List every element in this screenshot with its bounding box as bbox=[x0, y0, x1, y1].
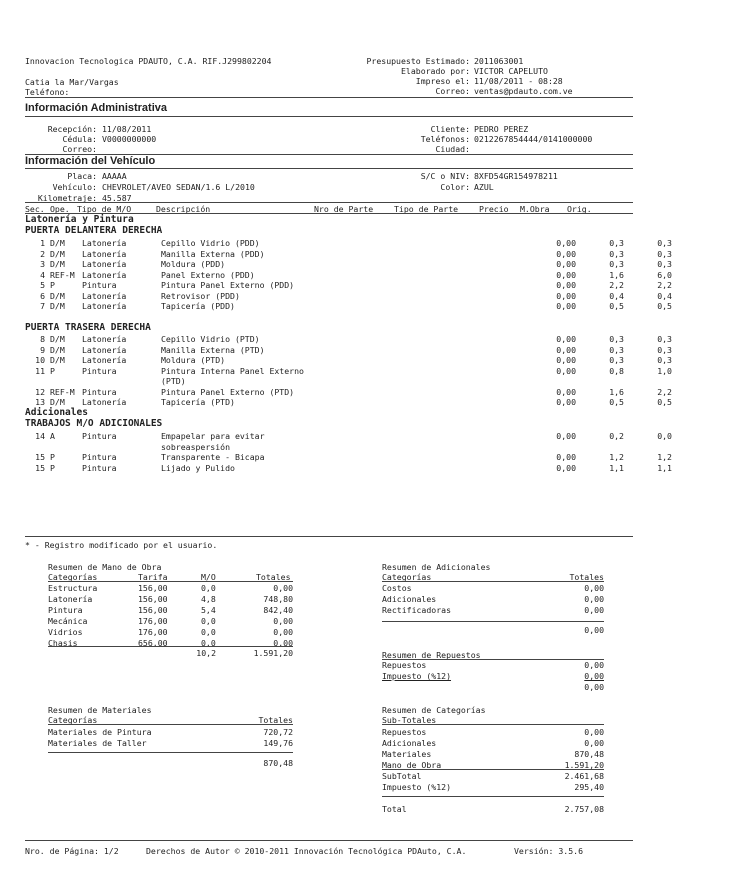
item-mobra: 0,5 bbox=[609, 301, 624, 311]
col-tipo: Tipo de M/O bbox=[77, 204, 132, 214]
item-desc: Transparente - Bicapa bbox=[161, 452, 265, 462]
item-desc: Tapicería (PDD) bbox=[161, 301, 235, 311]
recepcion-label: Recepción: bbox=[47, 124, 97, 134]
col-tipo-parte: Tipo de Parte bbox=[394, 204, 459, 214]
cat-total: 0,00 bbox=[584, 727, 604, 737]
km-value: 45.587 bbox=[102, 193, 132, 203]
item-precio: 0,00 bbox=[556, 301, 576, 311]
item-spacer bbox=[399, 301, 543, 312]
item-row bbox=[25, 463, 672, 474]
telefonos-value: 0212267854444/0141000000 bbox=[474, 134, 593, 144]
item-tipo: Latonería bbox=[82, 238, 127, 248]
item-sec: 15 bbox=[35, 462, 45, 473]
ad-title: Resumen de Adicionales bbox=[382, 562, 491, 572]
group-latoneria: Latonería y Pintura bbox=[25, 214, 134, 225]
vehiculo-label: Vehículo: bbox=[52, 182, 97, 192]
item-precio: 0,00 bbox=[556, 355, 576, 365]
item-ope: P bbox=[50, 452, 55, 462]
item-spacer bbox=[399, 259, 543, 270]
item-desc: Pintura Interna Panel Externo (PTD) bbox=[161, 365, 304, 386]
rep-imp-label: Impuesto (%12) bbox=[382, 671, 452, 681]
item-sec: 10 bbox=[35, 355, 45, 365]
cat-name: Adicionales bbox=[382, 738, 437, 748]
mo-h-cat: Categorías bbox=[48, 572, 98, 582]
item-precio: 0,00 bbox=[556, 386, 576, 397]
rep-label: Repuestos bbox=[382, 660, 427, 670]
item-sec: 8 bbox=[40, 334, 45, 344]
mo-tarifa: 176,00 bbox=[138, 627, 168, 637]
mo-cat: Estructura bbox=[48, 583, 98, 593]
item-precio: 0,00 bbox=[556, 431, 576, 441]
placa-value: AAAAA bbox=[102, 171, 127, 181]
mo-total: 842,40 bbox=[263, 605, 293, 615]
item-mobra: 0,3 bbox=[609, 248, 624, 259]
item-spacer bbox=[399, 249, 543, 260]
item-tipo: Latonería bbox=[82, 397, 127, 407]
item-spacer bbox=[399, 355, 543, 366]
footer-copyright: Derechos de Autor © 2010-2011 Innovación Tecnológica PDAuto, C.A. bbox=[146, 846, 467, 856]
item-orig: 0,3 bbox=[657, 344, 672, 355]
mat-cat: Materiales de Taller bbox=[48, 738, 147, 748]
cat-name: Materiales bbox=[382, 749, 432, 759]
items-table-adicionales bbox=[25, 431, 672, 473]
mat-title: Resumen de Materiales bbox=[48, 705, 152, 715]
rep-sum: 0,00 bbox=[584, 682, 604, 692]
divider bbox=[382, 769, 604, 770]
item-ope: D/M bbox=[50, 290, 65, 301]
item-mobra: 2,2 bbox=[609, 280, 624, 290]
cat-total: 1.591,20 bbox=[564, 760, 604, 770]
group-adicionales: Adicionales bbox=[25, 407, 88, 418]
item-spacer bbox=[399, 397, 543, 408]
item-sec: 5 bbox=[40, 280, 45, 290]
admin-title: Información Administrativa bbox=[25, 102, 168, 114]
group-trasera: PUERTA TRASERA DERECHA bbox=[25, 322, 151, 333]
subtotal-value: 2.461,68 bbox=[564, 771, 604, 781]
ad-h-total: Totales bbox=[569, 572, 604, 582]
item-mobra: 1,6 bbox=[609, 386, 624, 397]
item-tipo: Pintura bbox=[82, 386, 117, 397]
divider bbox=[48, 646, 293, 647]
item-row bbox=[25, 238, 672, 249]
ad-h-cat: Categorías bbox=[382, 572, 432, 582]
mo-title: Resumen de Mano de Obra bbox=[48, 562, 162, 572]
cliente-value: PEDRO PEREZ bbox=[474, 124, 529, 134]
divider bbox=[25, 202, 633, 203]
item-sec: 9 bbox=[40, 344, 45, 355]
mo-cat: Pintura bbox=[48, 605, 83, 615]
item-orig: 2,2 bbox=[657, 280, 672, 290]
impuesto-label: Impuesto (%12) bbox=[382, 782, 452, 792]
company-address: Catia la Mar/Vargas bbox=[25, 77, 119, 87]
item-tipo: Pintura bbox=[82, 431, 117, 441]
ad-sum: 0,00 bbox=[584, 625, 604, 635]
item-mobra: 0,3 bbox=[609, 334, 624, 344]
item-mobra: 1,6 bbox=[609, 269, 624, 280]
presupuesto-value: 2011063001 bbox=[474, 56, 524, 66]
item-sec: 7 bbox=[40, 301, 45, 311]
item-desc: Manilla Externa (PTD) bbox=[161, 344, 265, 355]
divider bbox=[25, 97, 633, 98]
item-mobra: 1,2 bbox=[609, 452, 624, 462]
company-name: Innovacion Tecnologica PDAUTO, C.A. RIF.J299802204 bbox=[25, 56, 272, 66]
item-row bbox=[25, 280, 672, 291]
sc-value: 8XFD54GR154978211 bbox=[474, 171, 558, 181]
impuesto-value: 295,40 bbox=[574, 782, 604, 792]
telefonos-label: Teléfonos: bbox=[420, 134, 470, 144]
item-precio: 0,00 bbox=[556, 238, 576, 248]
item-row bbox=[25, 366, 672, 387]
item-precio: 0,00 bbox=[556, 365, 576, 376]
divider bbox=[25, 536, 633, 537]
item-orig: 0,3 bbox=[657, 238, 672, 248]
item-mobra: 0,2 bbox=[609, 431, 624, 441]
impreso-value: 11/08/2011 - 08:28 bbox=[474, 76, 563, 86]
item-mobra: 0,4 bbox=[609, 290, 624, 301]
item-precio: 0,00 bbox=[556, 290, 576, 301]
divider bbox=[48, 724, 293, 725]
item-desc: Lijado y Pulido bbox=[161, 462, 235, 473]
item-ope: REF-M bbox=[50, 269, 75, 280]
cat-name: Mano de Obra bbox=[382, 760, 442, 770]
mo-sum-total: 1.591,20 bbox=[253, 648, 293, 658]
item-orig: 0,3 bbox=[657, 259, 672, 269]
divider bbox=[48, 752, 293, 753]
item-tipo: Latonería bbox=[82, 290, 127, 301]
sc-label: S/C o NIV: bbox=[420, 171, 470, 181]
color-label: Color: bbox=[440, 182, 470, 192]
item-orig: 1,0 bbox=[657, 365, 672, 376]
vehicle-title: Información del Vehículo bbox=[25, 155, 156, 167]
item-mobra: 0,3 bbox=[609, 259, 624, 269]
ad-total: 0,00 bbox=[584, 605, 604, 615]
mo-tarifa: 656,00 bbox=[138, 638, 168, 648]
item-row bbox=[25, 301, 672, 312]
item-row bbox=[25, 249, 672, 260]
divider bbox=[25, 840, 633, 841]
mo-sum-mo: 10,2 bbox=[196, 648, 216, 658]
rep-imp-value: 0,00 bbox=[584, 671, 604, 681]
divider bbox=[48, 581, 293, 582]
divider bbox=[382, 581, 604, 582]
item-precio: 0,00 bbox=[556, 452, 576, 462]
rep-value: 0,00 bbox=[584, 660, 604, 670]
item-row bbox=[25, 345, 672, 356]
item-row bbox=[25, 452, 672, 463]
item-spacer bbox=[399, 463, 543, 474]
divider bbox=[382, 724, 604, 725]
item-mobra: 1,1 bbox=[609, 462, 624, 473]
item-tipo: Latonería bbox=[82, 301, 127, 311]
ad-total: 0,00 bbox=[584, 583, 604, 593]
rep-title: Resumen de Repuestos bbox=[382, 650, 481, 660]
mo-cat: Latonería bbox=[48, 594, 93, 604]
item-spacer bbox=[399, 345, 543, 356]
item-tipo: Latonería bbox=[82, 269, 127, 280]
item-desc: Cepillo Vidrio (PDD) bbox=[161, 238, 260, 248]
item-tipo: Latonería bbox=[82, 355, 127, 365]
mat-cat: Materiales de Pintura bbox=[48, 727, 152, 737]
mat-sum: 870,48 bbox=[263, 758, 293, 768]
item-desc: Moldura (PDD) bbox=[161, 259, 226, 269]
item-ope: P bbox=[50, 280, 55, 290]
group-trabajos: TRABAJOS M/O ADICIONALES bbox=[25, 418, 163, 429]
item-desc: Retrovisor (PDD) bbox=[161, 290, 240, 301]
item-row bbox=[25, 355, 672, 366]
mo-cat: Vidrios bbox=[48, 627, 83, 637]
item-sec: 13 bbox=[35, 397, 45, 407]
item-spacer bbox=[399, 334, 543, 345]
item-desc: Moldura (PTD) bbox=[161, 355, 226, 365]
item-sec: 15 bbox=[35, 452, 45, 462]
item-tipo: Latonería bbox=[82, 344, 127, 355]
item-ope: P bbox=[50, 462, 55, 473]
item-ope: D/M bbox=[50, 355, 65, 365]
mo-tarifa: 156,00 bbox=[138, 594, 168, 604]
item-row bbox=[25, 397, 672, 408]
recepcion-value: 11/08/2011 bbox=[102, 124, 152, 134]
ad-cat: Rectificadoras bbox=[382, 605, 452, 615]
mo-mo: 0,0 bbox=[201, 616, 216, 626]
item-sec: 4 bbox=[40, 269, 45, 280]
item-precio: 0,00 bbox=[556, 269, 576, 280]
col-mobra: M.Obra bbox=[520, 204, 550, 214]
mo-total: 0,00 bbox=[273, 638, 293, 648]
mo-total: 748,80 bbox=[263, 594, 293, 604]
item-ope: P bbox=[50, 365, 55, 376]
item-row bbox=[25, 387, 672, 398]
note: * - Registro modificado por el usuario. bbox=[25, 540, 218, 550]
item-orig: 0,4 bbox=[657, 290, 672, 301]
item-tipo: Pintura bbox=[82, 365, 117, 376]
item-desc: Pintura Panel Externo (PDD) bbox=[161, 280, 295, 290]
item-orig: 0,3 bbox=[657, 334, 672, 344]
placa-label: Placa: bbox=[67, 171, 97, 181]
mat-total: 720,72 bbox=[263, 727, 293, 737]
mo-total: 0,00 bbox=[273, 583, 293, 593]
item-mobra: 0,3 bbox=[609, 238, 624, 248]
footer-page: Nro. de Página: 1/2 bbox=[25, 846, 119, 856]
item-spacer bbox=[399, 366, 543, 387]
km-label: Kilometraje: bbox=[37, 193, 97, 203]
item-precio: 0,00 bbox=[556, 397, 576, 407]
item-orig: 0,3 bbox=[657, 248, 672, 259]
item-spacer bbox=[399, 387, 543, 398]
cat-name: Repuestos bbox=[382, 727, 427, 737]
item-orig: 2,2 bbox=[657, 386, 672, 397]
item-desc: Empapelar para evitar sobreaspersión bbox=[161, 431, 265, 452]
group-delantera: PUERTA DELANTERA DERECHA bbox=[25, 225, 163, 236]
cat-title: Resumen de Categorías bbox=[382, 705, 486, 715]
admin-correo-label: Correo: bbox=[62, 144, 97, 154]
mo-mo: 0,0 bbox=[201, 638, 216, 648]
item-spacer bbox=[399, 452, 543, 463]
item-mobra: 0,8 bbox=[609, 365, 624, 376]
item-mobra: 0,3 bbox=[609, 355, 624, 365]
item-ope: D/M bbox=[50, 248, 65, 259]
mo-mo: 0,0 bbox=[201, 627, 216, 637]
vehiculo-value: CHEVROLET/AVEO SEDAN/1.6 L/2010 bbox=[102, 182, 255, 192]
mo-h-total: Totales bbox=[256, 572, 291, 582]
divider bbox=[25, 168, 633, 169]
item-orig: 1,1 bbox=[657, 462, 672, 473]
item-ope: D/M bbox=[50, 238, 65, 248]
item-sec: 1 bbox=[40, 238, 45, 248]
col-orig: Orig. bbox=[567, 204, 592, 214]
item-ope: A bbox=[50, 431, 55, 441]
mo-h-mo: M/O bbox=[201, 572, 216, 582]
item-precio: 0,00 bbox=[556, 462, 576, 473]
item-sec: 12 bbox=[35, 386, 45, 397]
col-desc: Descripción bbox=[156, 204, 211, 214]
item-row bbox=[25, 334, 672, 345]
divider bbox=[25, 116, 633, 117]
elaborado-value: VICTOR CAPELUTO bbox=[474, 66, 548, 76]
mo-mo: 5,4 bbox=[201, 605, 216, 615]
cat-total: 870,48 bbox=[574, 749, 604, 759]
cat-total: 0,00 bbox=[584, 738, 604, 748]
item-tipo: Pintura bbox=[82, 280, 117, 290]
col-precio: Precio bbox=[479, 204, 509, 214]
item-sec: 2 bbox=[40, 248, 45, 259]
item-precio: 0,00 bbox=[556, 259, 576, 269]
item-orig: 6,0 bbox=[657, 269, 672, 280]
subtotal-label: SubTotal bbox=[382, 771, 422, 781]
correo-label: Correo: bbox=[435, 86, 470, 96]
item-orig: 0,3 bbox=[657, 355, 672, 365]
cat-h-sub: Sub-Totales bbox=[382, 715, 437, 725]
item-precio: 0,00 bbox=[556, 334, 576, 344]
impreso-label: Impreso el: bbox=[415, 76, 470, 86]
col-nro: Nro de Parte bbox=[314, 204, 374, 214]
item-precio: 0,00 bbox=[556, 248, 576, 259]
item-spacer bbox=[399, 431, 543, 452]
item-spacer bbox=[399, 270, 543, 281]
elaborado-label: Elaborado por: bbox=[400, 66, 470, 76]
mat-h-cat: Categorías bbox=[48, 715, 98, 725]
item-spacer bbox=[399, 291, 543, 302]
item-row bbox=[25, 291, 672, 302]
item-tipo: Latonería bbox=[82, 248, 127, 259]
item-sec: 6 bbox=[40, 290, 45, 301]
divider bbox=[382, 796, 604, 797]
item-spacer bbox=[399, 238, 543, 249]
mo-tarifa: 156,00 bbox=[138, 605, 168, 615]
mo-h-tarifa: Tarifa bbox=[138, 572, 168, 582]
total-label: Total bbox=[382, 804, 407, 814]
mo-total: 0,00 bbox=[273, 616, 293, 626]
cedula-label: Cédula: bbox=[62, 134, 97, 144]
ad-cat: Adicionales bbox=[382, 594, 437, 604]
item-desc: Cepillo Vidrio (PTD) bbox=[161, 334, 260, 344]
item-row bbox=[25, 431, 672, 452]
item-ope: D/M bbox=[50, 397, 65, 407]
item-precio: 0,00 bbox=[556, 344, 576, 355]
item-spacer bbox=[399, 280, 543, 291]
phone-label: Teléfono: bbox=[25, 87, 70, 97]
item-desc: Tapicería (PTD) bbox=[161, 397, 235, 407]
mo-tarifa: 156,00 bbox=[138, 583, 168, 593]
presupuesto-label: Presupuesto Estimado: bbox=[366, 56, 470, 66]
total-value: 2.757,08 bbox=[564, 804, 604, 814]
item-ope: D/M bbox=[50, 301, 65, 311]
mo-cat: Mecánica bbox=[48, 616, 88, 626]
item-row bbox=[25, 259, 672, 270]
mat-total: 149,76 bbox=[263, 738, 293, 748]
mo-cat: Chasis bbox=[48, 638, 78, 648]
ad-cat: Costos bbox=[382, 583, 412, 593]
item-orig: 0,5 bbox=[657, 301, 672, 311]
item-sec: 14 bbox=[35, 431, 45, 441]
item-sec: 11 bbox=[35, 365, 45, 376]
ad-total: 0,00 bbox=[584, 594, 604, 604]
col-sec: Sec. bbox=[25, 204, 45, 214]
items-table-delantera bbox=[25, 238, 672, 312]
mat-h-total: Totales bbox=[258, 715, 293, 725]
cliente-label: Cliente: bbox=[430, 124, 470, 134]
item-orig: 0,5 bbox=[657, 397, 672, 407]
item-ope: D/M bbox=[50, 334, 65, 344]
mo-tarifa: 176,00 bbox=[138, 616, 168, 626]
col-ope: Ope. bbox=[50, 204, 70, 214]
item-desc: Pintura Panel Externo (PTD) bbox=[161, 386, 295, 397]
item-tipo: Pintura bbox=[82, 452, 117, 462]
item-ope: D/M bbox=[50, 259, 65, 269]
color-value: AZUL bbox=[474, 182, 494, 192]
item-orig: 0,0 bbox=[657, 431, 672, 441]
item-sec: 3 bbox=[40, 259, 45, 269]
item-mobra: 0,5 bbox=[609, 397, 624, 407]
item-precio: 0,00 bbox=[556, 280, 576, 290]
ciudad-label: Ciudad: bbox=[435, 144, 470, 154]
item-tipo: Latonería bbox=[82, 334, 127, 344]
cedula-value: V0000000000 bbox=[102, 134, 157, 144]
item-orig: 1,2 bbox=[657, 452, 672, 462]
mo-mo: 4,8 bbox=[201, 594, 216, 604]
item-ope: REF-M bbox=[50, 386, 75, 397]
divider bbox=[382, 621, 604, 622]
item-tipo: Latonería bbox=[82, 259, 127, 269]
item-tipo: Pintura bbox=[82, 462, 117, 473]
items-table-trasera bbox=[25, 334, 672, 408]
item-desc: Panel Externo (PDD) bbox=[161, 269, 255, 280]
item-ope: D/M bbox=[50, 344, 65, 355]
footer-version: Versión: 3.5.6 bbox=[514, 846, 584, 856]
mo-total: 0,00 bbox=[273, 627, 293, 637]
item-mobra: 0,3 bbox=[609, 344, 624, 355]
mo-mo: 0,0 bbox=[201, 583, 216, 593]
correo-value[interactable]: ventas@pdauto.com.ve bbox=[474, 86, 573, 96]
item-desc: Manilla Externa (PDD) bbox=[161, 248, 265, 259]
item-row bbox=[25, 270, 672, 281]
